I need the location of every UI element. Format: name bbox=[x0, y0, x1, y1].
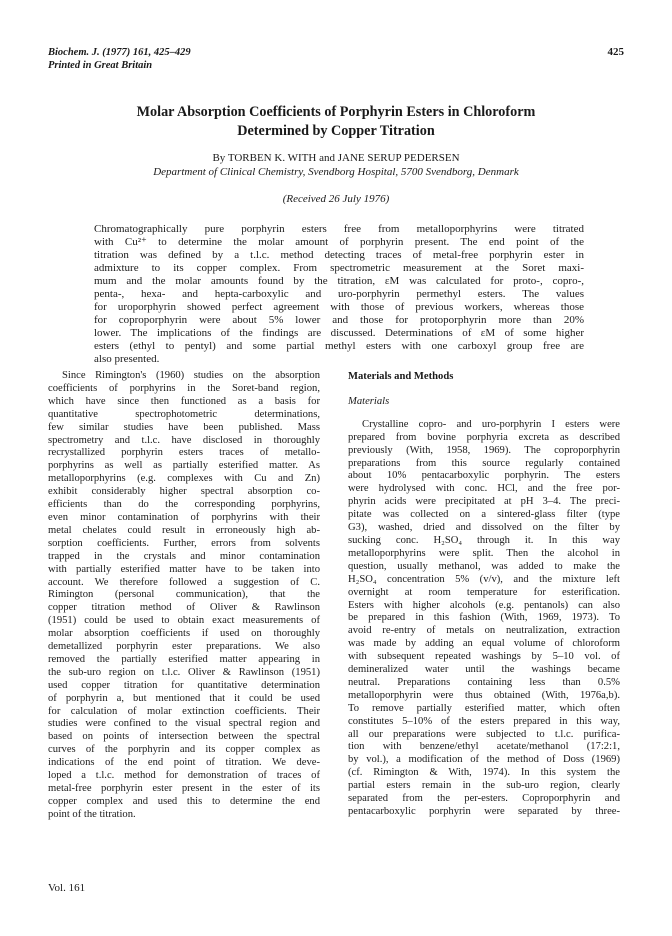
abstract-line: lower. The implications of the findings are discussed. Determinations of εM of some higher bbox=[94, 327, 584, 339]
body-line: pentacarboxylic porphyrin were separated by three- bbox=[348, 806, 620, 817]
abstract-line: esters (ethyl to pentyl) and some partial methyl esters with one carboxyl group free are bbox=[94, 340, 584, 352]
body-line: trapped in the crystals and minor contamination bbox=[48, 550, 320, 562]
body-line: be prepared in this fashion (With, 1969, 1973). To bbox=[348, 612, 620, 624]
body-line: few similar studies have been published. Mass bbox=[48, 421, 320, 433]
body-line: metalloporphyrins (e.g. complexes with Cu and Zn) bbox=[48, 473, 320, 485]
body-line: curves of the porphyrin and its copper complex as bbox=[48, 744, 320, 756]
body-line: copper complex and used this to determine the end bbox=[48, 795, 320, 807]
body-line: demetallized porphyrin ester preparations. We also bbox=[48, 641, 320, 653]
body-line: studies were confined to the visual spectral region and bbox=[48, 718, 320, 730]
body-line: quantitative spectrophotometric determinations, bbox=[48, 408, 320, 420]
abstract-line: also presented. bbox=[94, 353, 160, 365]
body-line: point of the titration. bbox=[48, 808, 136, 820]
body-line: demineralized water until the washings became bbox=[348, 664, 620, 676]
body-line: Rimington (personal communication), that the bbox=[48, 589, 320, 601]
abstract-line: penta-, hexa- and hepta-carboxylic and uro-porphyrin permethyl esters. The values bbox=[94, 288, 584, 300]
body-line: removed the partially esterified matter appearing in bbox=[48, 653, 320, 665]
body-line: phyrin acids were precipitated at pH 3–4. The preci- bbox=[348, 496, 620, 508]
received-date: (Received 26 July 1976) bbox=[282, 193, 390, 205]
body-line: metalloporphyrin were thus obtained (With, 1976a,b). bbox=[348, 689, 620, 701]
body-line: neutral. Preparations containing less than 0.5% bbox=[348, 676, 620, 688]
body-line: with subsequent repeated washings by 5–10 vol. of bbox=[348, 651, 620, 663]
title-line: Determined by Copper Titration bbox=[237, 123, 435, 139]
printed-line: Printed in Great Britain bbox=[48, 60, 153, 71]
body-line: metal chelates could result in erroneously high ab- bbox=[48, 524, 320, 536]
body-line: molar absorption coefficients if used on thoroughly bbox=[48, 628, 320, 640]
body-line: coefficients of porphyrins in the Soret-band region, bbox=[48, 382, 320, 394]
body-line: spectrometry and t.l.c. have disclosed in thoroughly bbox=[48, 434, 320, 446]
abstract-line: Chromatographically pure porphyrin esters free from metalloporphyrins were titrated bbox=[94, 223, 584, 235]
body-line: Crystalline copro- and uro-porphyrin I esters were bbox=[362, 418, 620, 430]
journal-line: Biochem. J. (1977) 161, 425–429 bbox=[48, 47, 191, 58]
article-title bbox=[60, 103, 612, 141]
body-line: even minor contamination of porphyrins with their bbox=[48, 511, 320, 523]
body-line: prepared from bovine porphyria excreta as described bbox=[348, 431, 620, 443]
title-line: Molar Absorption Coefficients of Porphyrin Esters in Chloroform bbox=[136, 104, 536, 120]
body-line: loped a t.l.c. method for demonstration of traces of bbox=[48, 770, 320, 782]
authors: By TORBEN K. WITH and JANE SERUP PEDERSEN bbox=[212, 152, 460, 164]
body-line: the sub-uro region on t.l.c. Oliver & Rawlinson (1951) bbox=[48, 666, 320, 678]
body-line: porphyrins as well as partially esterified matter. As bbox=[48, 460, 320, 472]
body-line: all our preparations were subjected to t.l.c. purifica- bbox=[348, 728, 620, 740]
body-line: Esters with higher alcohols (e.g. pentanols) can also bbox=[348, 599, 620, 611]
body-line: based on points of intersection between the spectral bbox=[48, 731, 320, 743]
body-line: copper titration method of Oliver & Rawlinson bbox=[48, 602, 320, 614]
body-line: H₂SO₄ concentration 5% (v/v), and the mixture left bbox=[348, 573, 620, 585]
page-number: 425 bbox=[607, 46, 624, 58]
body-line: was made by adding an equal volume of chloroform bbox=[348, 638, 620, 650]
body-line: avoid re-entry of metals on neutralization, extraction bbox=[348, 625, 620, 637]
volume-footer: Vol. 161 bbox=[48, 882, 86, 894]
abstract-line: for uroporphyrin showed perfect agreement with those of previous workers, whereas those bbox=[94, 301, 584, 313]
body-line: preparations from this source regularly contained bbox=[348, 457, 620, 469]
body-line: efficients than do the corresponding porphyrins, bbox=[48, 499, 320, 511]
body-line: Since Rimington's (1960) studies on the absorption bbox=[62, 370, 320, 381]
body-line: of porphyrin a, but mentioned that it could be used bbox=[48, 692, 320, 704]
left-column-introduction bbox=[48, 370, 320, 822]
body-line: constitutes 5–10% of the esters prepared in this way, bbox=[348, 715, 620, 727]
body-line: (1951) could be used to obtain exact measurements of bbox=[48, 615, 320, 627]
body-line: metal-free porphyrin ester present in the ester of its bbox=[48, 783, 320, 794]
body-line: indications of the end point of titration. We deve- bbox=[48, 757, 320, 769]
abstract-line: titration was defined by a t.l.c. method detecting traces of metal-free porphyrin ester in bbox=[94, 249, 584, 261]
body-line: tion with benzene/ethyl acetate/methanol (17:2:1, bbox=[348, 741, 620, 753]
subsection-heading: Materials bbox=[348, 395, 390, 407]
body-line: previously (With, 1958, 1969). The coproporphyrin bbox=[348, 444, 620, 456]
abstract bbox=[94, 223, 584, 366]
body-line: overnight at room temperature for esterification. bbox=[348, 586, 620, 598]
body-line: sucking conc. H₂SO₄ through it. In this way bbox=[348, 534, 620, 546]
body-line: exhibit considerably higher spectral absorption co- bbox=[48, 486, 320, 498]
body-line: used copper titration for quantitative determination bbox=[48, 679, 320, 691]
body-line: To remove partially esterified matter, which often bbox=[348, 702, 620, 714]
abstract-line: mum and the molar amounts found by the titration, εM was calculated for proto-, copro-, bbox=[94, 275, 584, 287]
body-line: pitate was collected on a sintered-glass filter (type bbox=[348, 509, 620, 521]
section-heading: Materials and Methods bbox=[348, 371, 454, 382]
department: Department of Clinical Chemistry, Svendborg Hospital, 5700 Svendborg, Denmark bbox=[153, 166, 519, 178]
body-line: partial esters remain in the sub-uro region, clearly bbox=[348, 780, 620, 792]
body-line: question, usually methanol, was added to make the bbox=[348, 560, 620, 572]
journal-citation bbox=[48, 46, 191, 72]
body-line: recrystallized porphyrin esters traces of metallo- bbox=[48, 447, 320, 459]
body-line: G3), washed, dried and dissolved on the filter by bbox=[348, 522, 620, 534]
body-line: for calculation of molar extinction coefficients. Their bbox=[48, 705, 320, 717]
right-column-materials bbox=[348, 370, 620, 819]
author-block bbox=[60, 151, 612, 179]
body-line: with partially esterified matter have to be taken into bbox=[48, 563, 320, 575]
body-line: about 10% pentacarboxylic porphyrin. The esters bbox=[348, 470, 620, 482]
body-line: account. We therefore followed a suggestion of C. bbox=[48, 576, 320, 588]
body-line: by vol.), a modification of the method of Doss (1969) bbox=[348, 754, 620, 766]
body-line: (cf. Rimington & With, 1974). In this system the bbox=[348, 767, 620, 779]
abstract-line: with Cu²⁺ to determine the molar amount of porphyrin present. The end point of the bbox=[94, 236, 584, 248]
abstract-line: admixture to its copper complex. From spectrometric measurement at the Soret maxi- bbox=[94, 262, 584, 274]
abstract-line: for coproporphyrin were about 5% lower and those for protoporphyrin more than 20% bbox=[94, 314, 584, 326]
body-line: sorption coefficients. Further, errors from solvents bbox=[48, 537, 320, 549]
body-line: separated from the per-esters. Coproporphyrin and bbox=[348, 793, 620, 805]
body-line: metalloporphyrins were split. Then the alcohol in bbox=[348, 547, 620, 559]
body-line: which have since then functioned as a basis for bbox=[48, 395, 320, 407]
body-line: were hydrolysed with conc. HCl, and the free por- bbox=[348, 483, 620, 495]
